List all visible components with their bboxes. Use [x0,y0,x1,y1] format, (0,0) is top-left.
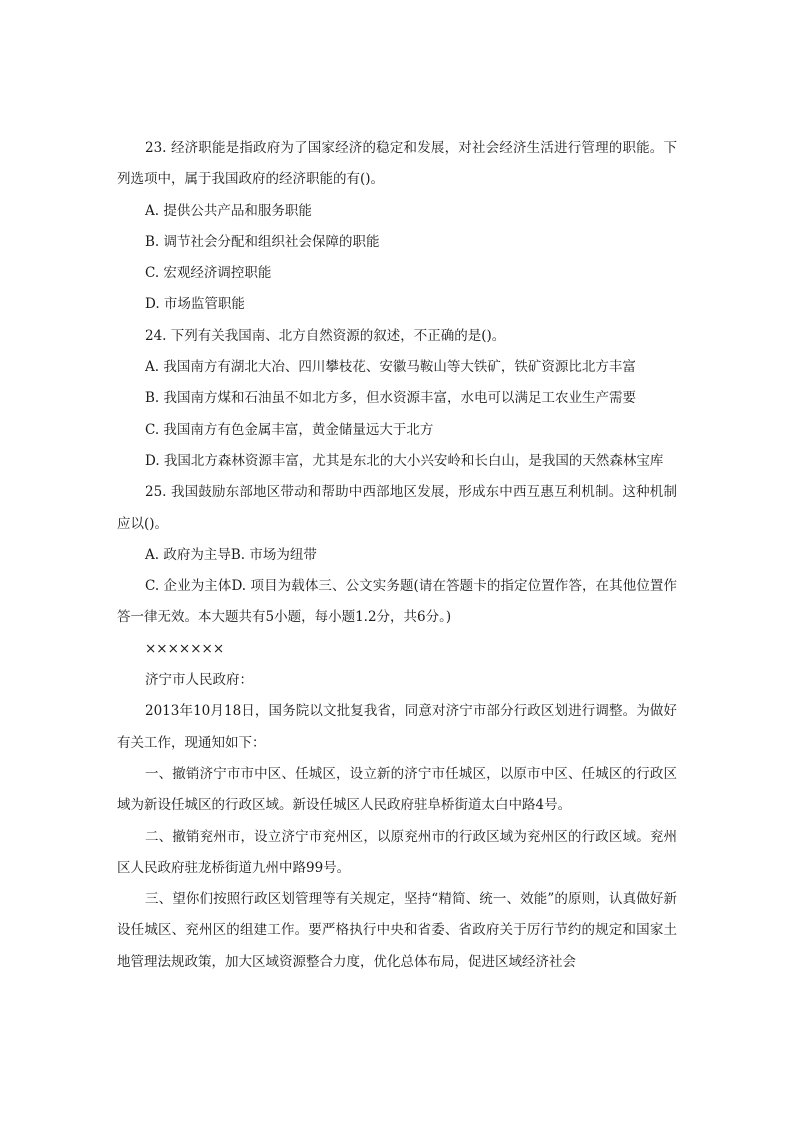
question-25-options-ab: A. 政府为主导B. 市场为纽带 [145,546,317,563]
question-24-option-d: D. 我国北方森林资源丰富，尤其是东北的大小兴安岭和长白山，是我国的天然森林宝库 [145,452,664,469]
question-23-stem: 23. 经济职能是指政府为了国家经济的稳定和发展，对社会经济生活进行管理的职能。下列选项中，属于我国政府的经济职能的有()。 [117,140,677,188]
question-23-option-a: A. 提供公共产品和服务职能 [145,202,312,219]
question-24-option-c: C. 我国南方有色金属丰富，黄金储量远大于北方 [145,421,434,438]
question-23-option-b: B. 调节社会分配和组织社会保障的职能 [145,233,380,250]
question-24-option-a: A. 我国南方有湖北大冶、四川攀枝花、安徽马鞍山等大铁矿，铁矿资源比北方丰富 [145,359,636,376]
question-23-option-c: C. 宏观经济调控职能 [145,265,272,282]
question-25-stem: 25. 我国鼓励东部地区带动和帮助中西部地区发展，形成东中西互惠互利机制。这种机制应以()。 [117,484,677,532]
document-body [117,133,677,978]
question-24-stem: 24. 下列有关我国南、北方自然资源的叙述，不正确的是()。 [145,327,506,344]
notice-item-2: 二、撤销兖州市，设立济宁市兖州区，以原兖州市的行政区域为兖州区的行政区域。兖州区人民政府驻龙桥街道九州中路99号。 [117,828,677,876]
document-title-placeholder: ××××××× [145,640,225,657]
question-24-option-b: B. 我国南方煤和石油虽不如北方多，但水资源丰富，水电可以满足工农业生产需要 [145,390,637,407]
question-23-option-d: D. 市场监管职能 [145,296,245,313]
notice-intro: 2013年10月18日，国务院以文批复我省，同意对济宁市部分行政区划进行调整。为做好有关工作，现通知如下： [117,703,677,751]
question-25-options-cd-and-section-heading: C. 企业为主体D. 项目为载体三、公文实务题(请在答题卡的指定位置作答，在其他位置作答一律无效。本大题共有5小题，每小题1.2分，共6分。) [117,578,677,626]
notice-item-1: 一、撤销济宁市市中区、任城区，设立新的济宁市任城区，以原市中区、任城区的行政区域为新设任城区的行政区域。新设任城区人民政府驻阜桥街道太白中路4号。 [117,765,677,814]
addressee: 济宁市人民政府： [145,672,253,689]
notice-item-3: 三、望你们按照行政区划管理等有关规定，坚持“精简、统一、效能”的原则，认真做好新设任城区、兖州区的组建工作。要严格执行中央和省委、省政府关于厉行节约的规定和国家土地管理法规政策，加大区域资源整合力度，优化总体布局，促进区域经济社会 [117,891,677,970]
